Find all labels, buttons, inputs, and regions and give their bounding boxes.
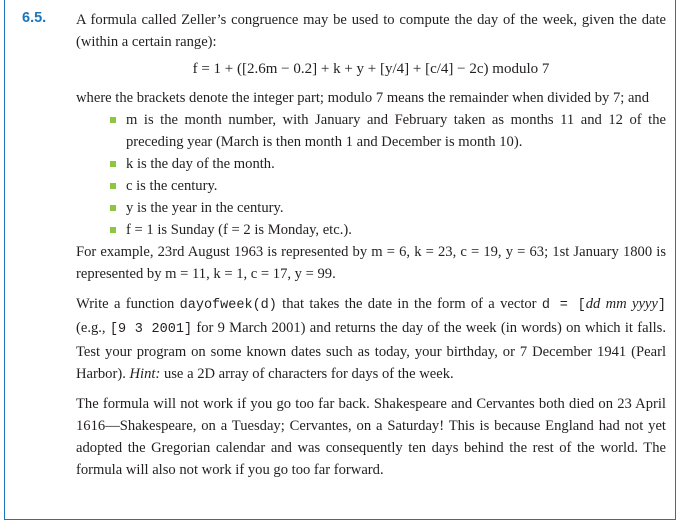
list-item [76,197,666,219]
task-text-part: Write a function [76,296,180,312]
function-signature: dayofweek(d) [179,298,277,313]
where-text: where the brackets denote the integer part; modulo 7 means the remainder when divided by 7; and [76,90,650,106]
list-item [76,175,666,197]
closing-text: The formula will not work if you go too far back. Shakespeare and Cervantes both died on 23 April 1616—Shakespeare, on a Tuesday; Cervantes, on a Saturday! This is because England had not yet adopted the Gregorian calendar and was consequently ten days behind the rest of the world. The formula will also not work if you go too far forward. [76,396,666,478]
variable-list [76,109,666,241]
bullet-icon [110,205,116,211]
task-text-part: (e.g., [76,320,110,336]
task-text [76,293,666,385]
task-text-part: for 9 March 2001) and returns the day of the week (in words) on which it falls. Test your program on some known dates such as today, your birthday, or 7 December 1941 (Pearl Harbor). [76,320,667,382]
list-item-text: f = 1 is Sunday (f = 2 is Monday, etc.). [126,222,352,238]
formula: f = 1 + ([2.6m − 0.2] + k + y + [y/4] + [c/4] − 2c) modulo 7 [192,61,550,77]
list-item-text: c is the century. [126,178,218,194]
hint-label: Hint: [129,366,161,382]
bullet-icon [110,227,116,233]
list-item-text: m is the month number, with January and February taken as months 11 and 12 of the preceding year (March is then month 1 and December is month 10). [126,112,666,150]
list-item [76,109,666,153]
list-item [76,219,666,241]
list-item [76,153,666,175]
exercise-body [76,9,666,481]
bullet-icon [110,183,116,189]
example-vector: [9 3 2001] [109,322,193,337]
vector-code: d = [ [541,298,586,313]
task-text-part: that takes the date in the form of a vector [276,296,542,312]
hint-text: use a 2D array of characters for days of the week. [160,366,454,382]
vector-close: ] [657,298,666,313]
intro-text: A formula called Zeller’s congruence may be used to compute the day of the week, given the date (within a certain range): [76,12,666,50]
bullet-icon [110,117,116,123]
bullet-icon [110,161,116,167]
example-text: For example, 23rd August 1963 is represented by m = 6, k = 23, c = 19, y = 63; 1st January 1800 is represented by m = 11, k = 1, c = 17, y = 99. [76,244,666,282]
list-item-text: k is the day of the month. [126,156,275,172]
vector-format: dd mm yyyy [585,296,658,312]
list-item-text: y is the year in the century. [126,200,284,216]
exercise-number: 6.5. [22,10,47,26]
